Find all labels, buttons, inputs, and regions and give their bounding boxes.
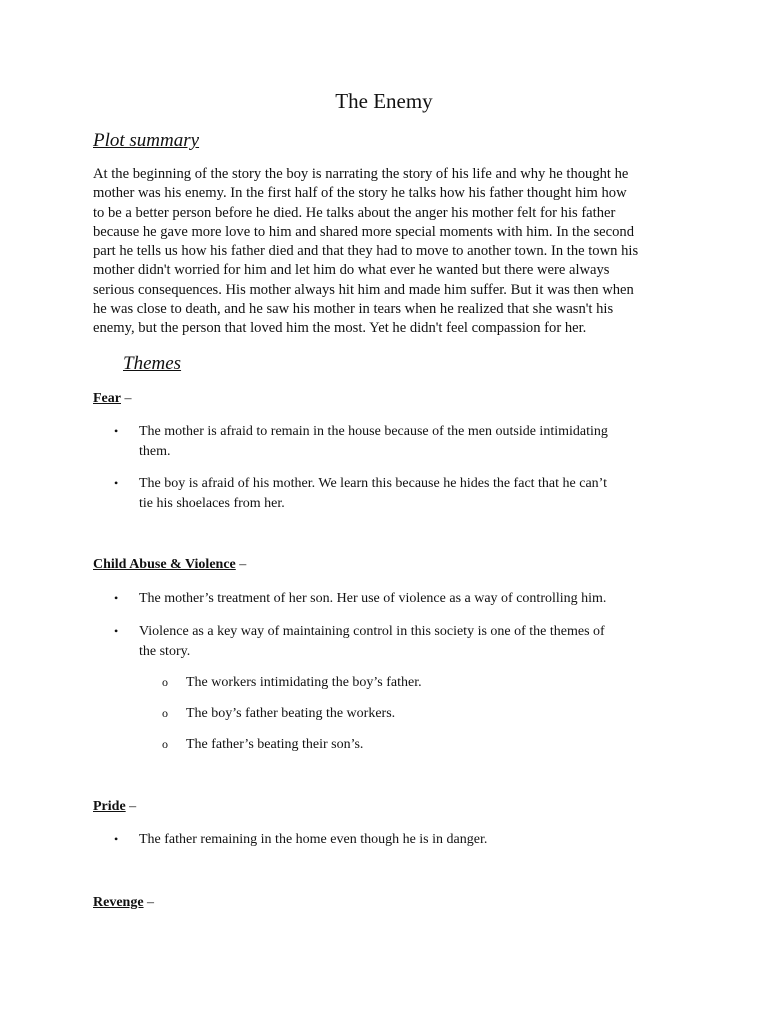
paragraph-line: serious consequences. His mother always hit him and made him suffer. But it was then when xyxy=(93,281,634,298)
sub-bullet-text: The father’s beating their son’s. xyxy=(186,737,364,752)
section-dash: – xyxy=(143,895,155,910)
paragraph-line: At the beginning of the story the boy is narrating the story of his life and why he thought he xyxy=(93,166,629,182)
bullet-icon: • xyxy=(114,591,119,605)
bullet-text: the story. xyxy=(139,643,191,659)
bullet-icon: • xyxy=(114,832,119,846)
section-dash: – xyxy=(120,391,132,406)
bullet-text: The boy is afraid of his mother. We learn this because he hides the fact that he can’t xyxy=(139,476,607,491)
paragraph-line: enemy, but the person that loved him the most. Yet he didn't feel compassion for her. xyxy=(93,320,587,337)
themes-heading: Themes xyxy=(123,353,182,374)
paragraph-line: mother didn't worried for him and let him do what ever he wanted but there were always xyxy=(93,262,610,279)
bullet-icon: • xyxy=(114,476,119,490)
hollow-bullet-icon: o xyxy=(162,675,168,689)
hollow-bullet-icon: o xyxy=(162,737,168,751)
bullet-icon: • xyxy=(114,424,119,438)
bullet-text: The father remaining in the home even though he is in danger. xyxy=(139,832,488,847)
paragraph-line: part he tells us how his father died and that they had to move to another town. In the town his xyxy=(93,243,639,260)
section-revenge-label: Revenge xyxy=(93,895,144,910)
section-revenge-heading xyxy=(93,894,154,912)
plot-summary-heading: Plot summary xyxy=(93,130,200,151)
sub-bullet-text: The boy’s father beating the workers. xyxy=(186,706,396,721)
paragraph-line: because he gave more love to him and shared more special moments with him. In the second xyxy=(93,223,635,240)
bullet-text: them. xyxy=(139,443,171,459)
section-dash: – xyxy=(125,799,137,814)
section-fear-label: Fear xyxy=(93,391,121,406)
section-abuse-label: Child Abuse & Violence xyxy=(93,557,236,572)
bullet-text: Violence as a key way of maintaining control in this society is one of the themes of xyxy=(139,624,605,639)
section-pride-label: Pride xyxy=(93,799,126,814)
plot-summary-paragraph xyxy=(93,165,683,339)
paragraph-line: to be a better person before he died. He talks about the anger his mother felt for his father xyxy=(93,204,616,221)
bullet-text: tie his shoelaces from her. xyxy=(139,495,285,511)
sub-bullet-text: The workers intimidating the boy’s father. xyxy=(186,675,422,690)
paragraph-line: he was close to death, and he saw his mother in tears when he realized that she wasn't his xyxy=(93,301,614,318)
section-dash: – xyxy=(235,557,247,572)
section-fear-heading xyxy=(93,390,131,408)
document-title: The Enemy xyxy=(335,89,433,113)
section-abuse-heading xyxy=(93,556,246,574)
bullet-text: The mother’s treatment of her son. Her use of violence as a way of controlling him. xyxy=(139,591,607,606)
hollow-bullet-icon: o xyxy=(162,706,168,720)
paragraph-line: mother was his enemy. In the first half of the story he talks how his father thought him how xyxy=(93,185,627,202)
section-pride-heading xyxy=(93,798,136,816)
bullet-text: The mother is afraid to remain in the house because of the men outside intimidating xyxy=(139,424,608,439)
bullet-icon: • xyxy=(114,624,119,638)
